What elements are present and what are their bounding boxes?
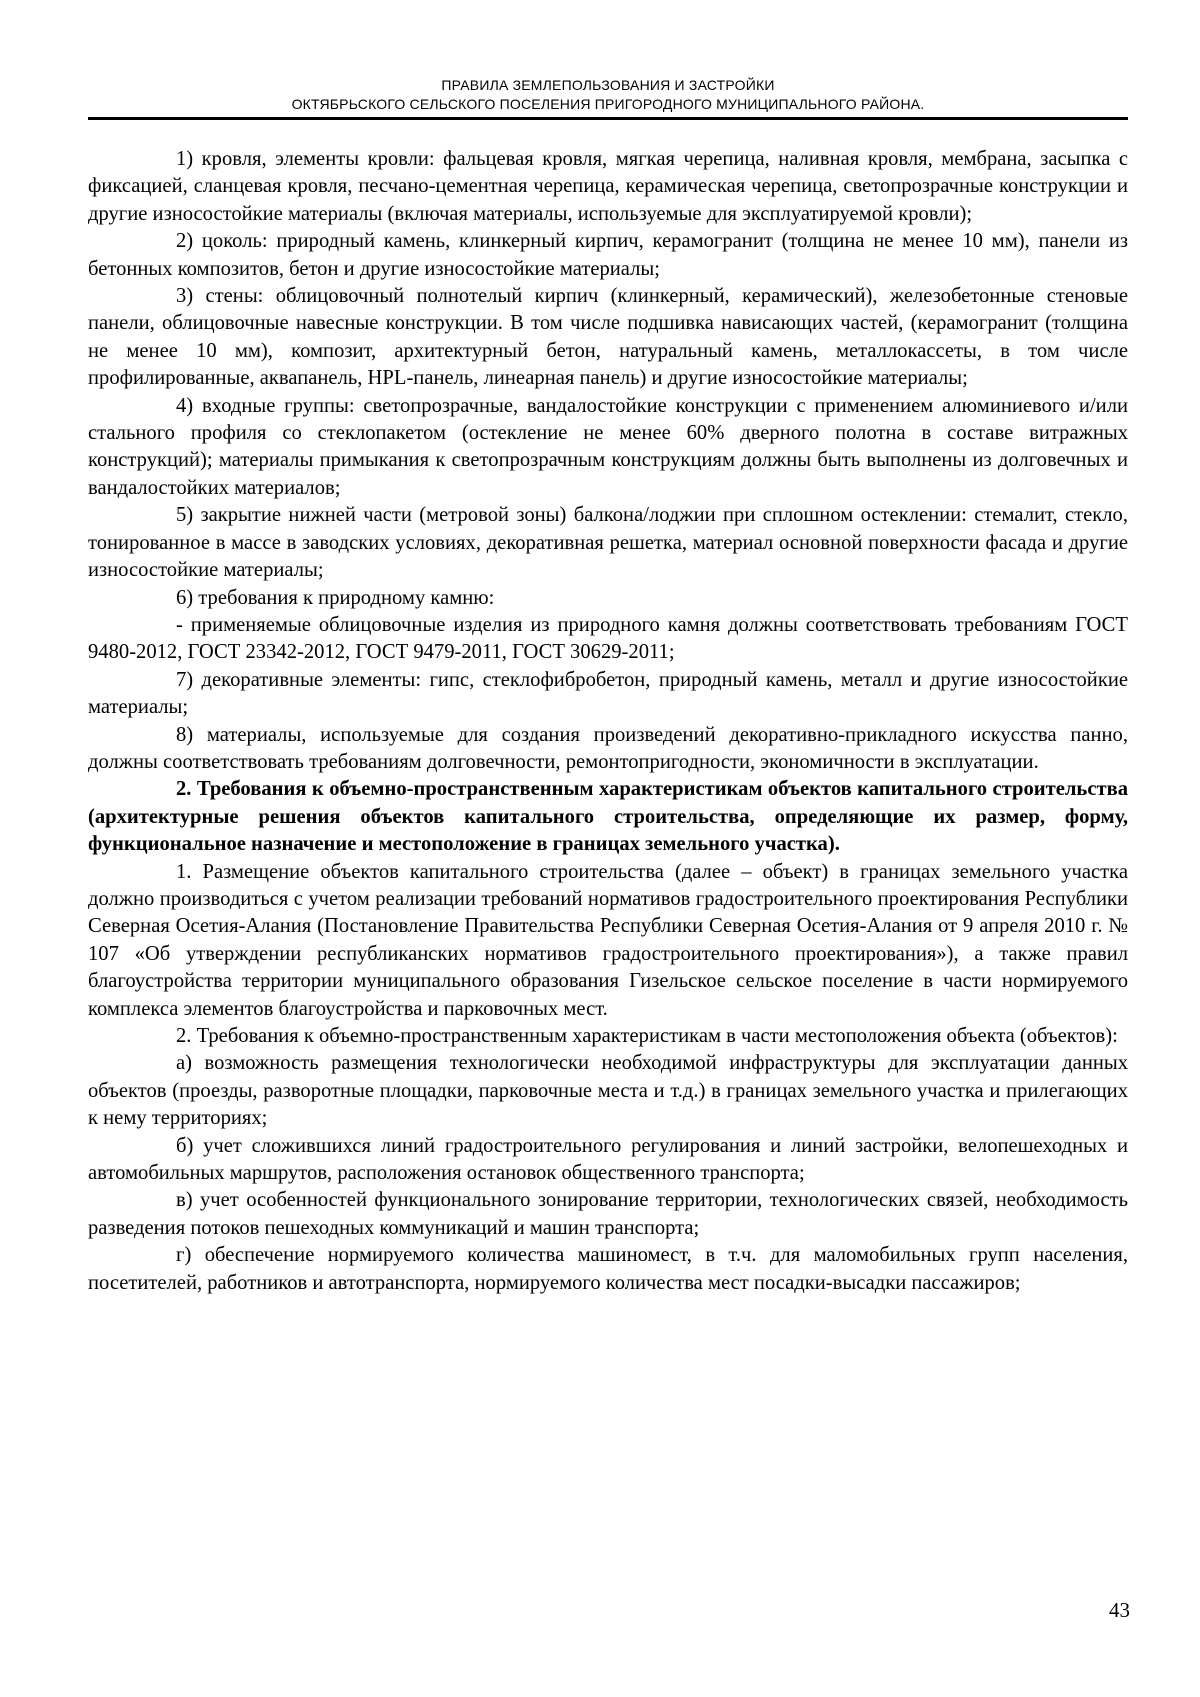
running-header bbox=[88, 76, 1128, 114]
paragraph: 4) входные группы: светопрозрачные, вандалостойкие конструкции с применением алюминиевого и/или стального профиля со стеклопакетом (остекление не менее 60% дверного полотна в составе витражных конструкций); материалы примыкания к светопрозрачным конструкциям должны быть выполнены из долговечных и вандалостойких материалов; bbox=[88, 394, 1128, 499]
header-line-1: ПРАВИЛА ЗЕМЛЕПОЛЬЗОВАНИЯ И ЗАСТРОЙКИ bbox=[441, 77, 775, 93]
paragraph: а) возможность размещения технологически необходимой инфраструктуры для эксплуатации данных объектов (проезды, разворотные площадки, парковочные места и т.д.) в границах земельного участка и прилегающих к нему территориях; bbox=[88, 1052, 1128, 1130]
paragraph: г) обеспечение нормируемого количества машиномест, в т.ч. для маломобильных групп населения, посетителей, работников и автотранспорта, нормируемого количества мест посадки-высадки пассажиров; bbox=[88, 1244, 1128, 1294]
header-divider bbox=[88, 117, 1128, 120]
paragraph: 2. Требования к объемно-пространственным характеристикам в части местоположения объекта (объектов): bbox=[176, 1025, 1118, 1047]
paragraph: 5) закрытие нижней части (метровой зоны) балкона/лоджии при сплошном остеклении: стемалит, стекло, тонированное в массе в заводских условиях, декоративная решетка, материал основной поверхности фасада и другие износостойкие материалы; bbox=[88, 504, 1128, 582]
paragraph: 1. Размещение объектов капитального строительства (далее – объект) в границах земельного участка должно производиться с учетом реализации требований нормативов градостроительного проектирования Республики Северная Осетия-Алания (Постановление Правительства Республики Северная Осетия-Алания от 9 апреля 2010 г. № 107 «Об утверждении республиканских нормативов градостроительного проектирования»), а также правил благоустройства территории муниципального образования Гизельское сельское поселение в части нормируемого комплекса элементов благоустройства и парковочных мест. bbox=[88, 860, 1128, 1020]
paragraph: - применяемые облицовочные изделия из природного камня должны соответствовать требованиям ГОСТ 9480-2012, ГОСТ 23342-2012, ГОСТ 9479-2011, ГОСТ 30629-2011; bbox=[88, 613, 1128, 664]
header-line-2: ОКТЯБРЬСКОГО СЕЛЬСКОГО ПОСЕЛЕНИЯ ПРИГОРОДНОГО МУНИЦИПАЛЬНОГО РАЙОНА. bbox=[291, 96, 925, 112]
paragraph: 1) кровля, элементы кровли: фальцевая кровля, мягкая черепица, наливная кровля, мембрана, засыпка с фиксацией, сланцевая кровля, песчано-цементная черепица, керамическая черепица, светопрозрачные конструкции и другие износостойкие материалы (включая материалы, используемые для эксплуатируемой кровли); bbox=[88, 148, 1128, 225]
paragraph: 2) цоколь: природный камень, клинкерный кирпич, керамогранит (толщина не менее 10 мм), панели из бетонных композитов, бетон и другие износостойкие материалы; bbox=[88, 230, 1128, 280]
section-heading: 2. Требования к объемно-пространственным характеристикам объектов капитального строительства (архитектурные решения объектов капитального строительства, определяющие их размер, форму, функциональное назначение и местоположение в границах земельного участка). bbox=[88, 778, 1128, 856]
paragraph: 7) декоративные элементы: гипс, стеклофибробетон, природный камень, металл и другие износостойкие материалы; bbox=[88, 668, 1128, 719]
paragraph: в) учет особенностей функционального зонирование территории, технологических связей, необходимость разведения потоков пешеходных коммуникаций и машин транспорта; bbox=[88, 1189, 1128, 1239]
paragraph: б) учет сложившихся линий градостроительного регулирования и линий застройки, велопешеходных и автомобильных маршрутов, расположения остановок общественного транспорта; bbox=[88, 1134, 1128, 1185]
paragraph: 3) стены: облицовочный полнотелый кирпич (клинкерный, керамический), железобетонные стеновые панели, облицовочные навесные конструкции. В том числе подшивка нависающих частей, (керамогранит (толщина не менее 10 мм), композит, архитектурный бетон, натуральный камень, металлокассеты, в том числе профилированные, аквапанель, HPL-панель, линеарная панель) и другие износостойкие материалы; bbox=[88, 285, 1128, 390]
paragraph: 8) материалы, используемые для создания произведений декоративно-прикладного искусства панно, должны соответствовать требованиям долговечности, ремонтопригодности, экономичности в эксплуатации. bbox=[88, 723, 1128, 773]
page-number: 43 bbox=[1109, 1598, 1130, 1622]
paragraph: 6) требования к природному камню: bbox=[176, 586, 495, 609]
document-body bbox=[88, 146, 1128, 1297]
